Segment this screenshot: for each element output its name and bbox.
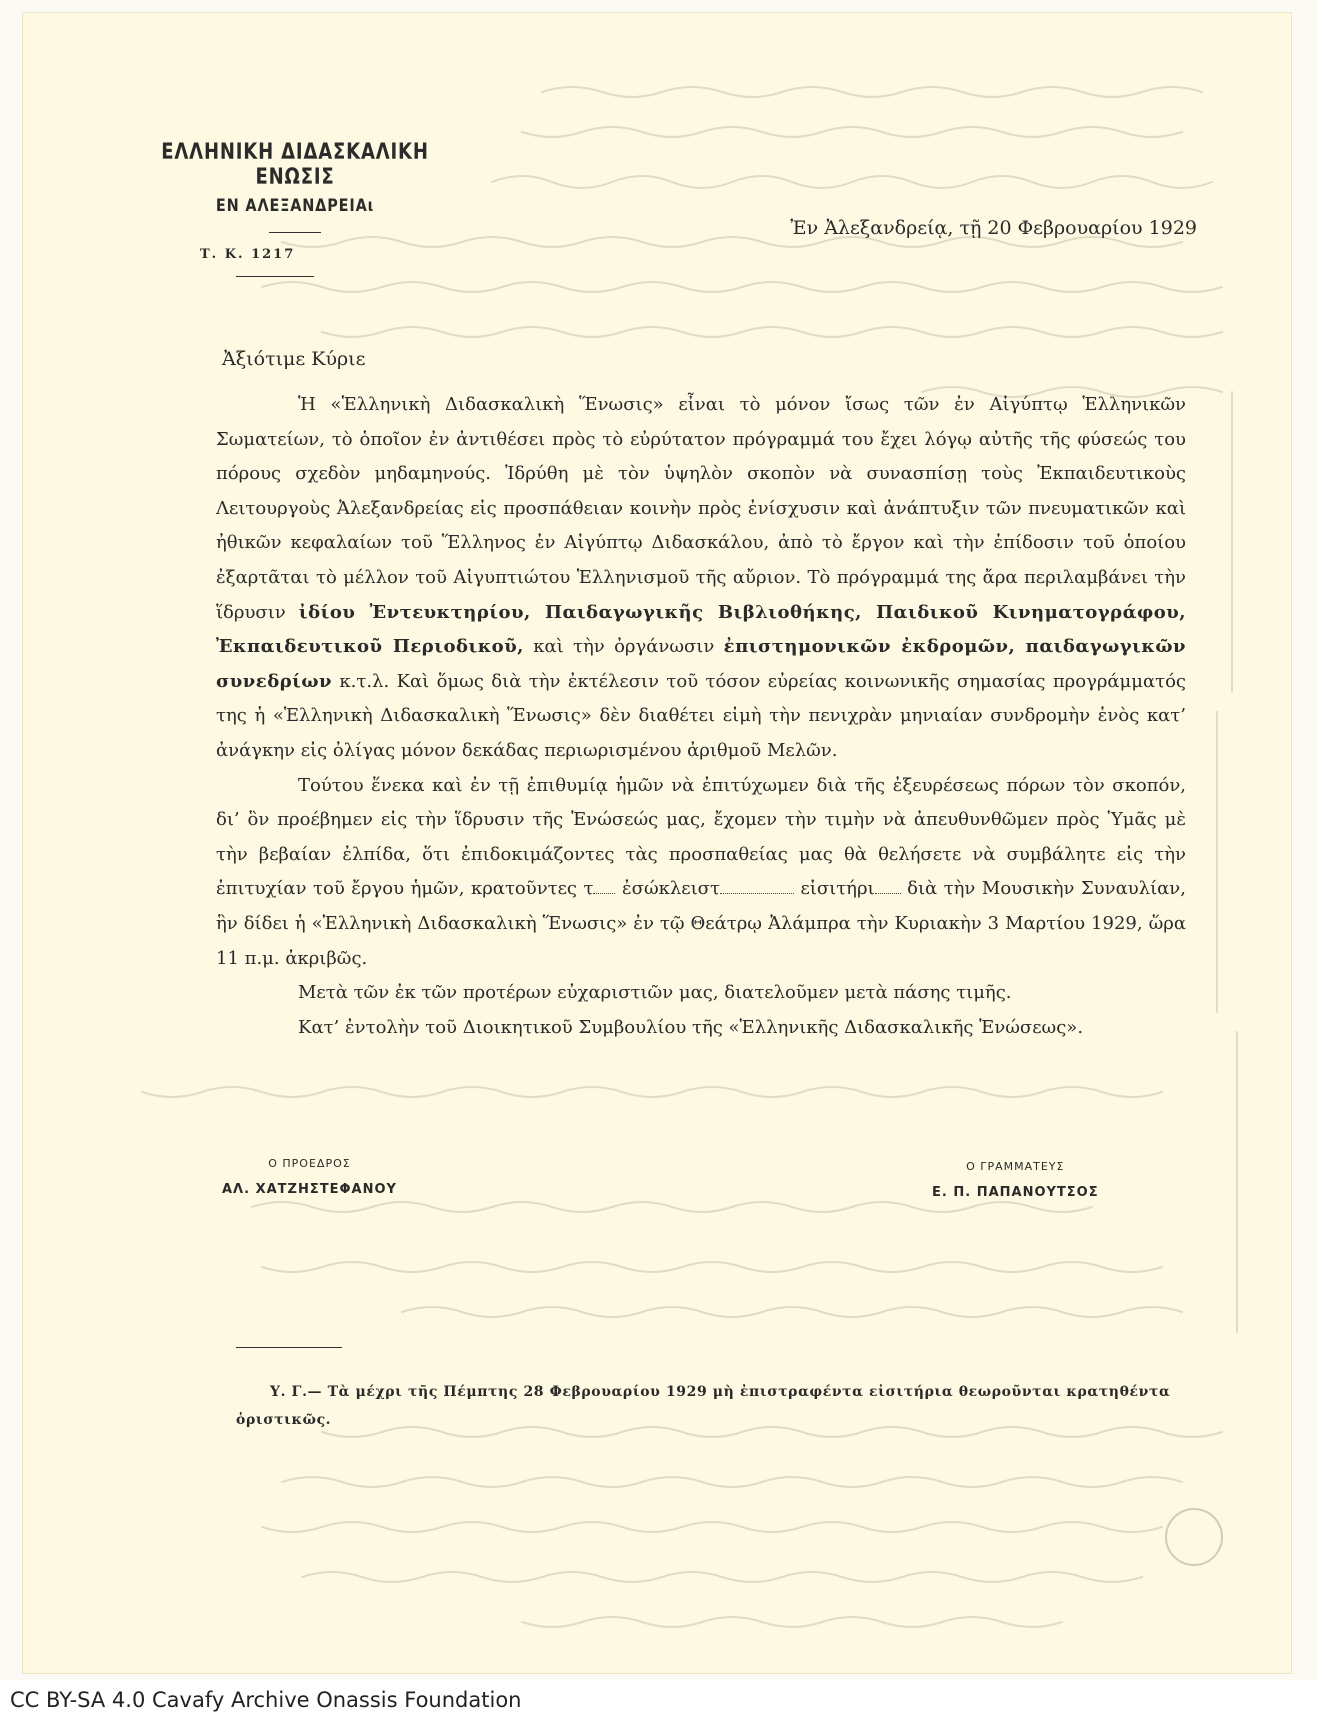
president-name: ΑΛ. ΧΑΤΖΗΣΤΕΦΑΝΟΥ	[222, 1182, 397, 1197]
paragraph-2	[216, 769, 1186, 977]
secretary-name: Ε. Π. ΠΑΠΑΝΟΥΤΣΟΣ	[932, 1185, 1099, 1200]
letterhead	[130, 140, 460, 277]
paragraph-2-text-d: διὰ τὴν Μουσικὴν Συναυλίαν, ἣν δίδει ἡ «Ἑλληνικὴ Διδασκαλικὴ Ἕνωσις» ἐν τῷ Θεάτρῳ Ἀλάμπρα τὴν Κυριακὴν 3 Μαρτίου 1929, ὥρα 11 π.μ. ἀκριβῶς.	[216, 878, 1186, 969]
signature-secretary	[932, 1160, 1099, 1200]
fill-in-blank	[720, 883, 794, 894]
fill-in-blank	[875, 883, 901, 894]
letterhead-underline	[236, 276, 314, 277]
closing-line-2: Κατ’ ἐντολὴν τοῦ Διοικητικοῦ Συμβουλίου τῆς «Ἑλληνικῆς Διδασκαλικῆς Ἑνώσεως».	[298, 1016, 1084, 1038]
po-box: Τ. Κ. 1217	[200, 247, 296, 262]
license-caption: CC BY-SA 4.0 Cavafy Archive Onassis Foundation	[10, 1688, 522, 1712]
paragraph-2-text-b: ἐσώκλειστ	[622, 878, 720, 900]
president-title: Ο ΠΡΟΕΔΡΟΣ	[268, 1157, 351, 1170]
paragraph-1-text-e: κ.τ.λ. Καὶ ὅμως διὰ τὴν ἐκτέλεσιν τοῦ τόσον εὐρείας κοινωνικῆς σημασίας προγράμματός της ἡ «Ἑλληνικὴ Διδασκαλικὴ Ἕνωσις» δὲν διαθέτει εἰμὴ τὴν πενιχρὰν μηνιαίαν συνδρομὴν ἑνὸς κατ’ ἀνάγκην εἰς ὀλίγας μόνον δεκάδας περιωρισμένου ἀριθμοῦ Μελῶν.	[216, 670, 1186, 761]
paragraph-1	[216, 388, 1186, 769]
organization-location: ΕΝ ΑΛΕΞΑΝΔΡΕΙΑι	[215, 196, 375, 216]
letter-sheet	[22, 12, 1292, 1674]
salutation: Ἀξιότιμε Κύριε	[222, 348, 366, 370]
page-number-circle	[1166, 1509, 1222, 1565]
organization-name: ΕΛΛΗΝΙΚΗ ΔΙΔΑΣΚΑΛΙΚΗ ΕΝΩΣΙΣ	[161, 140, 429, 190]
letterhead-divider	[269, 232, 321, 233]
secretary-title: Ο ΓΡΑΜΜΑΤΕΥΣ	[966, 1160, 1065, 1173]
paragraph-1-text-a: Ἡ «Ἑλληνικὴ Διδασκαλικὴ Ἕνωσις» εἶναι τὸ μόνον ἴσως τῶν ἐν Αἰγύπτῳ Ἑλληνικῶν Σωματείων, τὸ ὁποῖον ἐν ἀντιθέσει πρὸς τὸ εὐρύτατον πρόγραμμά του ἔχει λόγῳ αὐτῆς τῆς φύσεώς του πόρους σχεδὸν μηδαμηνούς. Ἱδρύθη μὲ τὸν ὑψηλὸν σκοπὸν νὰ συνασπίσῃ τοὺς Ἐκπαιδευτικοὺς Λειτουργοὺς Ἀλεξανδρείας εἰς προσπάθειαν κοινὴν πρὸς ἐνίσχυσιν καὶ ἀνάπτυξιν τῶν πνευματικῶν καὶ ἠθικῶν κεφαλαίων τοῦ Ἕλληνος ἐν Αἰγύπτῳ Διδασκάλου, ἀπὸ τὸ ἔργον καὶ τὴν ἐπίδοσιν τοῦ ὁποίου ἐξαρτᾶται τὸ μέλλον τοῦ Αἰγυπτιώτου Ἑλληνισμοῦ τῆς αὔριον. Τὸ πρόγραμμά της ἄρα περιλαμβάνει τὴν ἵδρυσιν	[216, 394, 1186, 623]
paragraph-1-emphasis-b: ἐπιστημονικῶν ἐκδρομῶν, παιδαγωγικῶν συνεδρίων	[216, 636, 1186, 692]
paragraph-1-text-c: καὶ τὴν ὀργάνωσιν	[533, 636, 715, 658]
footnote-divider	[236, 1347, 342, 1348]
closing-line-1: Μετὰ τῶν ἐκ τῶν προτέρων εὐχαριστιῶν μας, διατελοῦμεν μετὰ πάσης τιμῆς.	[298, 982, 1012, 1004]
letter-body	[216, 388, 1186, 1045]
paragraph-2-text-c: εἰσιτήρι	[800, 878, 875, 900]
signature-president	[222, 1157, 397, 1197]
paragraph-1-emphasis-a: ἰδίου Ἐντευκτηρίου, Παιδαγωγικῆς Βιβλιοθήκης, Παιδικοῦ Κινηματογράφου, Ἐκπαιδευτικοῦ Περιοδικοῦ,	[216, 601, 1186, 658]
date-line: Ἐν Ἀλεξανδρείᾳ, τῇ 20 Φεβρουαρίου 1929	[790, 217, 1197, 239]
fill-in-blank	[593, 883, 615, 894]
paragraph-2-text-a: Τούτου ἕνεκα καὶ ἐν τῇ ἐπιθυμίᾳ ἡμῶν νὰ ἐπιτύχωμεν διὰ τῆς ἐξευρέσεως πόρων τὸν σκοπόν, δι’ ὃν προέβημεν εἰς τὴν ἵδρυσιν τῆς Ἑνώσεώς μας, ἔχομεν τὴν τιμὴν νὰ ἀπευθυνθῶμεν πρὸς Ὑμᾶς μὲ τὴν βεβαίαν ἐλπίδα, ὅτι ἐπιδοκιμάζοντες τὰς προσπαθείας μας θὰ θελήσετε νὰ συμβάλητε εἰς τὴν ἐπιτυχίαν τοῦ ἔργου ἡμῶν, κρατοῦντες τ	[216, 774, 1186, 900]
postscript: Υ. Γ.— Τὰ μέχρι τῆς Πέμπτης 28 Φεβρουαρίου 1929 μὴ ἐπιστραφέντα εἰσιτήρια θεωροῦνται κρατηθέντα ὁριστικῶς.	[236, 1384, 1171, 1428]
